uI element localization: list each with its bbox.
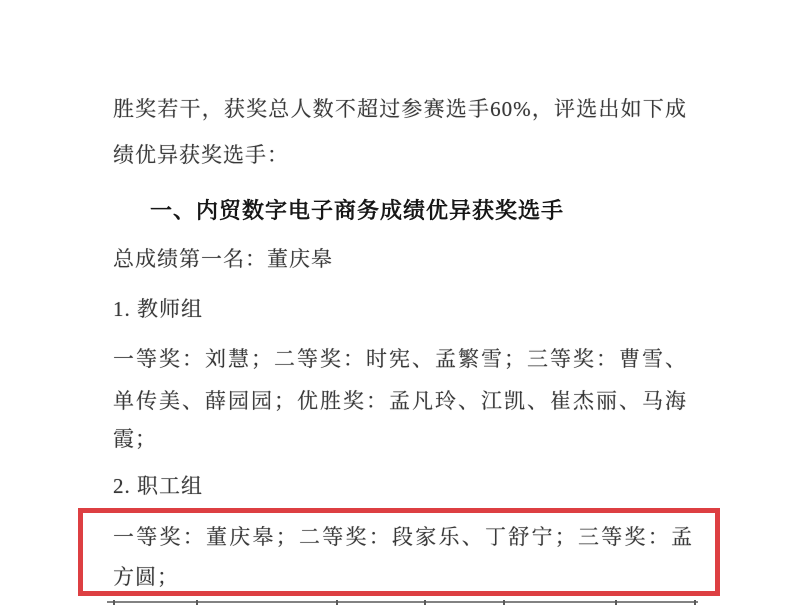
- table-column-tick: [694, 600, 696, 605]
- table-column-tick: [615, 600, 617, 605]
- overall-first-place-line: 总成绩第一名：董庆皋: [113, 247, 333, 271]
- table-column-tick: [424, 600, 426, 605]
- staff-awards-line: 方圆；: [113, 565, 179, 589]
- body-text-line: 胜奖若干，获奖总人数不超过参赛选手60%，评选出如下成: [113, 97, 687, 121]
- teacher-awards-line: 一等奖：刘慧；二等奖：时宪、孟繁雪；三等奖：曹雪、: [113, 347, 687, 371]
- section-heading: 一、内贸数字电子商务成绩优异获奖选手: [150, 198, 565, 223]
- table-column-tick: [336, 600, 338, 605]
- table-column-tick: [196, 600, 198, 605]
- highlight-box: [78, 508, 720, 596]
- staff-awards-line: 一等奖：董庆皋；二等奖：段家乐、丁舒宁；三等奖：孟: [113, 525, 693, 549]
- staff-group-label: 2. 职工组: [113, 474, 203, 498]
- teacher-group-label: 1. 教师组: [113, 297, 203, 321]
- table-column-tick: [503, 600, 505, 605]
- teacher-awards-line: 霞；: [113, 427, 157, 451]
- teacher-awards-line: 单传美、薛园园；优胜奖：孟凡玲、江凯、崔杰丽、马海: [113, 389, 687, 413]
- table-column-tick: [113, 600, 115, 605]
- body-text-line: 绩优异获奖选手：: [113, 143, 289, 167]
- table-top-border: [107, 601, 698, 603]
